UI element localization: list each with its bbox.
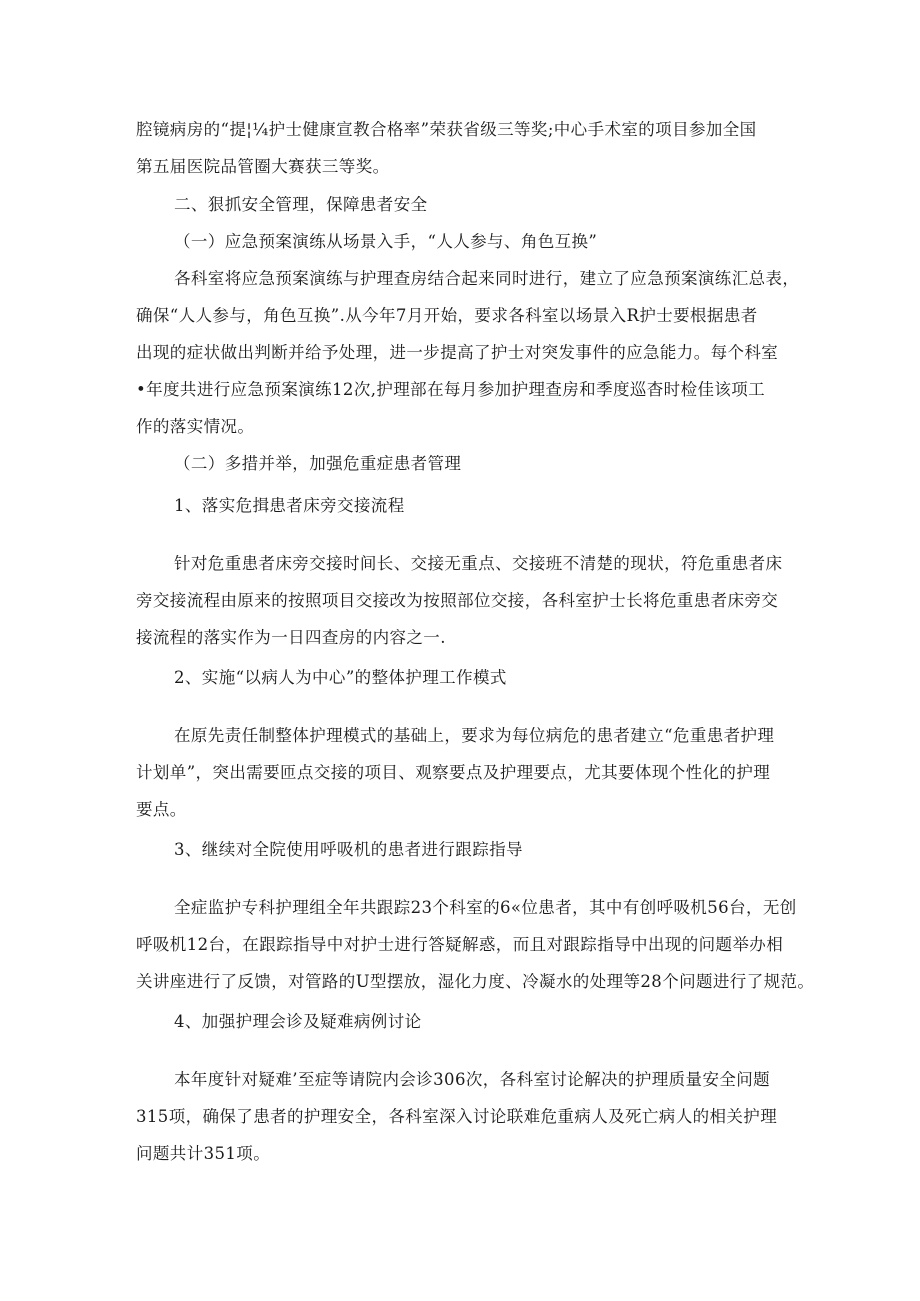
text-line: 315项，确保了患者的护理安全，各科室深入讨论联难危重病人及死亡病人的相关护理 [136,1107,778,1126]
text-line: 关讲座进行了反馈，对管路的U型摆放，湿化力度、冷凝水的处理等28个问题进行了规范。 [136,972,815,991]
text-line: 接流程的落实作为一日四查房的内容之一. [136,628,446,647]
text-line: 作的落实情况。 [136,417,255,436]
text-line: 全症监护专科护理组全年共跟踪23个科室的6«位患者，其中有创呼吸机56台，无创 [174,898,797,917]
text-line: 各科室将应急预案演练与护理查房结合起来同时进行，建立了应急预案演练汇总表， [174,269,800,288]
text-line: 针对危重患者床旁交接时间长、交接无重点、交接班不清楚的现状，符危重患者床 [174,554,783,573]
text-line: 旁交接流程由原来的按照项目交接改为按照部位交接，各科室护士长将危重患者床旁交 [136,591,779,610]
text-line: 问题共计351项。 [136,1144,271,1163]
item-heading: 3、继续对全院使用呼吸机的患者进行跟踪指导 [174,840,523,859]
text-line: •年度共进行应急预案演练12次,护理部在每月参加护理查房和季度巡杳时检佳该项工 [136,380,766,399]
text-line: 第五届医院品管圈大赛获三等奖。 [136,157,390,176]
text-line: 呼吸机12台，在跟踪指导中对护士进行答疑解惑，而且对跟踪指导中出现的问题举办相 [136,935,784,954]
text-line: 在原先责任制整体护理模式的基础上，要求为每位病危的患者建立“危重患者护理 [174,726,775,745]
text-line: 确保“人人参与，角色互换”.从今年7月开始，要求各科室以场景入R护士要根据患者 [136,306,758,325]
item-heading: 1、落实危揖患者床旁交接流程 [174,496,405,515]
text-line: 出现的症状做出判断并给予处理，进一步提高了护士对突发事件的应急能力。每个科室 [136,343,779,362]
item-heading: 2、实施“以病人为中心”的整体护理工作模式 [174,668,507,687]
text-line: 腔镜病房的“提¦¼护士健康宣教合格率”荣获省级三等奖;中心手术室的项目参加全国 [136,120,757,139]
text-line: 计划单”，突出需要匝点交接的项目、观察要点及护理要点，尤其要体现个性化的护理 [136,763,771,782]
text-line: 本年度针对疑难’至症等请院内会诊306次，各科室讨论解决的护理质量安全问题 [174,1070,771,1089]
subsection-heading: （一）应急预案演练从场景入手，“人人参与、角色互换” [174,232,598,251]
text-line: 要点。 [136,800,187,819]
item-heading: 4、加强护理会诊及疑难病例讨论 [174,1012,422,1031]
section-heading: 二、狠抓安全管理，保障患者安全 [174,195,428,214]
subsection-heading: （二）多措并举，加强危重症患者管理 [174,454,462,473]
